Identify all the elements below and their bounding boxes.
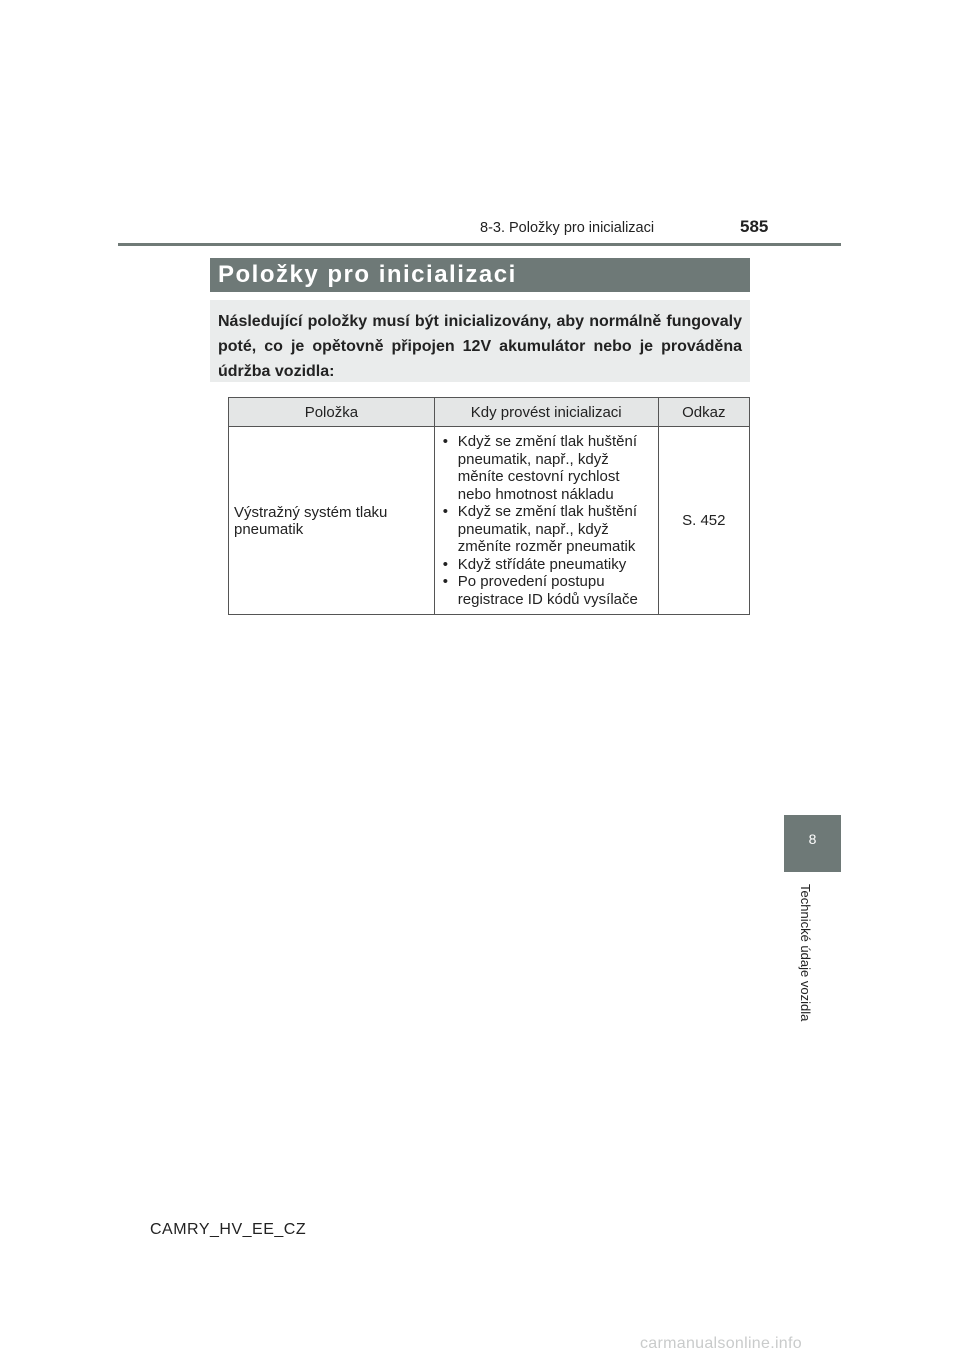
header-section-title: 8-3. Položky pro inicializaci [480,220,655,236]
header-ref: Odkaz [658,398,749,427]
list-item: • Když se změní tlak huštění pneumatik, např., když změníte rozměr pneumatik [440,503,653,556]
table-header-row [229,398,750,427]
cell-when [434,427,658,615]
initialization-table [228,397,750,615]
chapter-tab [784,815,841,872]
intro-text: Následující položky musí být inicializovány, aby normálně fungovaly poté, co je opětovně připojen 12V akumulátor nebo je prováděna údržba vozidla: [218,313,742,380]
chapter-number: 8 [808,831,817,847]
cell-item: Výstražný systém tlaku pneumatik [229,427,435,615]
when-list [440,433,653,608]
table-row [229,427,750,615]
watermark: carmanualsonline.info [640,1335,802,1352]
list-item: • Když střídáte pneumatiky [440,556,653,574]
list-item: • Po provedení postupu registrace ID kódů vysílače [440,573,653,608]
chapter-label: Technické údaje vozidla [798,884,813,1022]
header-when: Kdy provést inicializaci [434,398,658,427]
cell-ref: S. 452 [658,427,749,615]
header-item: Položka [229,398,435,427]
footer-code: CAMRY_HV_EE_CZ [150,1221,307,1238]
header-divider [118,243,841,246]
intro-box [210,300,750,382]
section-title: Položky pro inicializaci [218,261,517,288]
section-title-bar [210,258,750,292]
page-number: 585 [740,217,769,236]
list-item: • Když se změní tlak huštění pneumatik, např., když měníte cestovní rychlost nebo hmotnost nákladu [440,433,653,503]
